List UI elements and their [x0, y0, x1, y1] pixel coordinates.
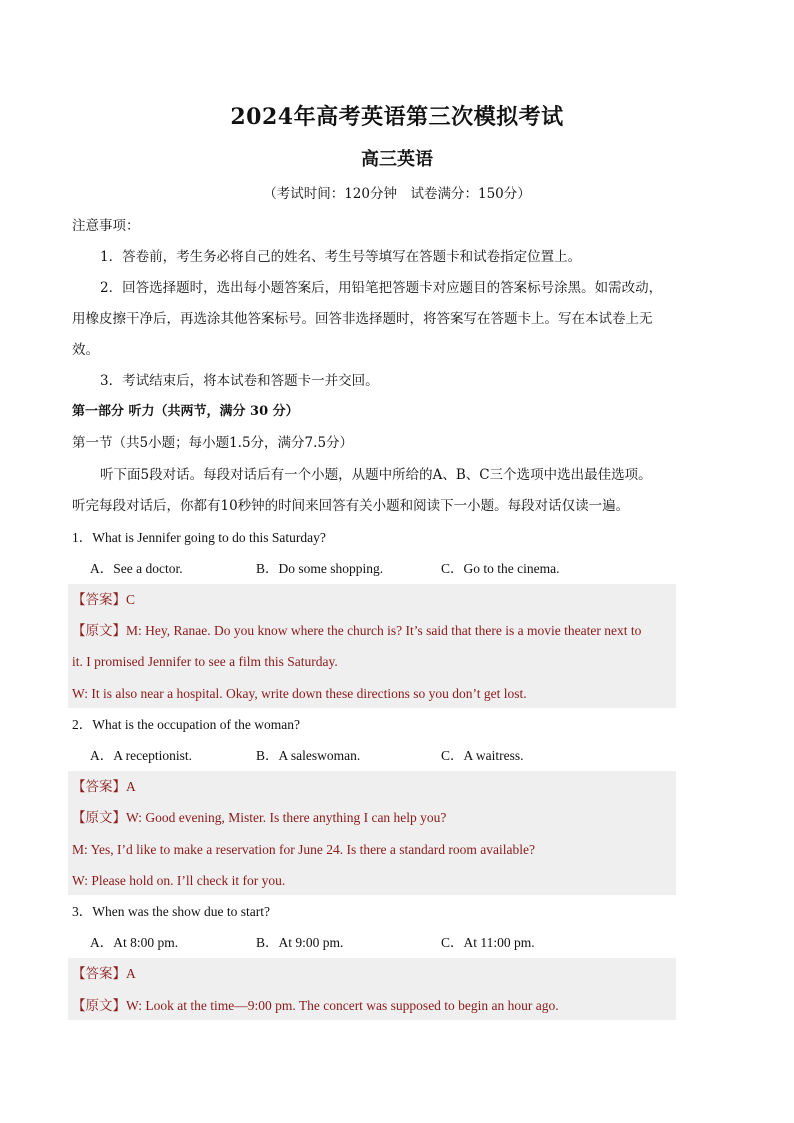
note-item-2-line-1: 2．回答选择题时，选出每小题答案后，用铅笔把答题卡对应题目的答案标号涂黑。如需改动， [100, 280, 663, 296]
note-item-3: 3．考试结束后，将本试卷和答题卡一并交回。 [100, 373, 379, 389]
instruction-line-1: 听下面5段对话。每段对话后有一个小题，从题中所给的A、B、C三个选项中选出最佳选项。 [100, 467, 652, 483]
question-2-option-c: C．A waitress. [441, 748, 524, 763]
question-1-stem: 1．What is Jennifer going to do this Saturday? [72, 530, 326, 545]
part1-heading: 第一部分 听力（共两节，满分 30 分） [72, 404, 299, 419]
exam-subtitle: 高三英语 [361, 149, 433, 170]
question-3-option-a: A．At 8:00 pm. [90, 935, 179, 950]
question-2-option-a: A．A receptionist. [90, 748, 192, 763]
note-item-2-line-3: 效。 [72, 342, 99, 358]
question-3-script-line-1: 【原文】W: Look at the time—9:00 pm. The concert was supposed to begin an hour ago. [72, 998, 559, 1014]
note-item-2-line-2: 用橡皮擦干净后，再选涂其他答案标号。回答非选择题时，将答案写在答题卡上。写在本试卷上无 [72, 311, 653, 327]
question-1-option-a: A．See a doctor. [90, 561, 183, 576]
exam-time-info: （考试时间：120分钟 试卷满分：150分） [263, 186, 531, 202]
question-2-stem: 2．What is the occupation of the woman? [72, 717, 300, 732]
question-2-script-line-3: W: Please hold on. I’ll check it for you. [72, 873, 286, 888]
question-1-script-line-1: 【原文】M: Hey, Ranae. Do you know where the church is? It’s said that there is a movie theater next to [72, 623, 642, 639]
question-1-answer: 【答案】C [72, 592, 136, 608]
note-item-1: 1．答卷前，考生务必将自己的姓名、考生号等填写在答题卡和试卷指定位置上。 [100, 249, 582, 265]
instruction-line-2: 听完每段对话后，你都有10秒钟的时间来回答有关小题和阅读下一小题。每段对话仅读一遍。 [72, 498, 630, 514]
question-3-answer: 【答案】A [72, 966, 136, 982]
section1-heading: 第一节（共5小题；每小题1.5分，满分7.5分） [72, 435, 354, 451]
question-1-script-line-3: W: It is also near a hospital. Okay, write down these directions so you don’t get lost. [72, 686, 527, 701]
question-3-option-c: C．At 11:00 pm. [441, 935, 535, 950]
question-2-script-line-1: 【原文】W: Good evening, Mister. Is there anything I can help you? [72, 810, 447, 826]
question-1-option-c: C．Go to the cinema. [441, 561, 560, 576]
exam-title: 2024年高考英语第三次模拟考试 [230, 104, 564, 130]
question-2-option-b: B．A saleswoman. [256, 748, 361, 763]
question-2-script-line-2: M: Yes, I’d like to make a reservation for June 24. Is there a standard room available? [72, 842, 535, 857]
question-2-answer: 【答案】A [72, 779, 136, 795]
notes-heading: 注意事项： [72, 218, 140, 234]
question-1-option-b: B．Do some shopping. [256, 561, 384, 576]
question-1-script-line-2: it. I promised Jennifer to see a film this Saturday. [72, 654, 338, 669]
question-3-option-b: B．At 9:00 pm. [256, 935, 344, 950]
question-3-stem: 3．When was the show due to start? [72, 904, 270, 919]
